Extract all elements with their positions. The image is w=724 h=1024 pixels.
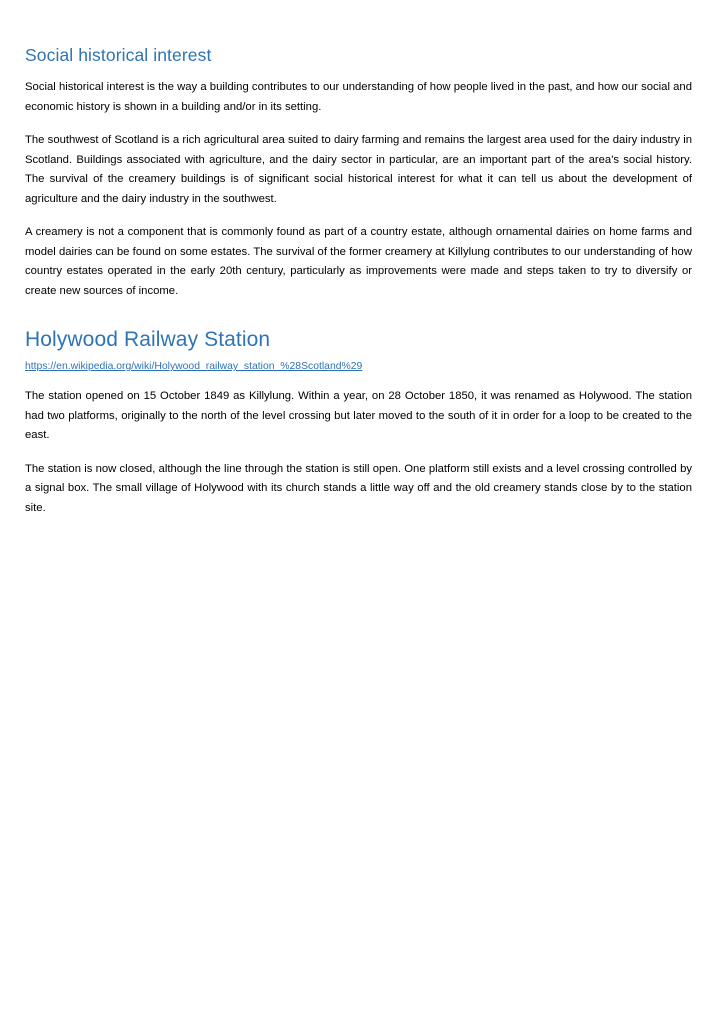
section-heading-holywood-railway-station: Holywood Railway Station — [25, 328, 271, 351]
paragraph: The station opened on 15 October 1849 as Killylung. Within a year, on 28 October 1850, it was renamed as Holywood. The station had two platforms, originally to the north of the level crossing but later moved to the south of it in order for a loop to be created to the east. — [25, 390, 692, 442]
wikipedia-source-link[interactable]: https://en.wikipedia.org/wiki/Holywood_railway_station_%28Scotland%29 — [25, 361, 363, 373]
paragraph: Social historical interest is the way a building contributes to our understanding of how people lived in the past, and how our social and economic history is shown in a building and/or in its setting. — [25, 81, 692, 113]
document-content — [25, 45, 692, 518]
section-heading-social-historical-interest: Social historical interest — [25, 45, 212, 65]
paragraph: The station is now closed, although the line through the station is still open. One platform still exists and a level crossing controlled by a signal box. The small village of Holywood with its church stands a little way off and the old creamery stands close by to the station site. — [25, 462, 692, 514]
source-link-row — [25, 357, 692, 375]
paragraph: The southwest of Scotland is a rich agricultural area suited to dairy farming and remains the largest area used for the dairy industry in Scotland. Buildings associated with agriculture, and the dairy sector in particular, are an important part of the area's social history. The survival of the creamery buildings is of significant social historical interest for what it can tell us about the development of agriculture and the dairy industry in the southwest. — [25, 134, 692, 205]
paragraph: A creamery is not a component that is commonly found as part of a country estate, although ornamental dairies on home farms and model dairies can be found on some estates. The survival of the former creamery at Killylung contributes to our understanding of how country estates operated in the early 20th century, particularly as improvements were made and steps taken to try to diversify or create new sources of income. — [25, 226, 692, 297]
